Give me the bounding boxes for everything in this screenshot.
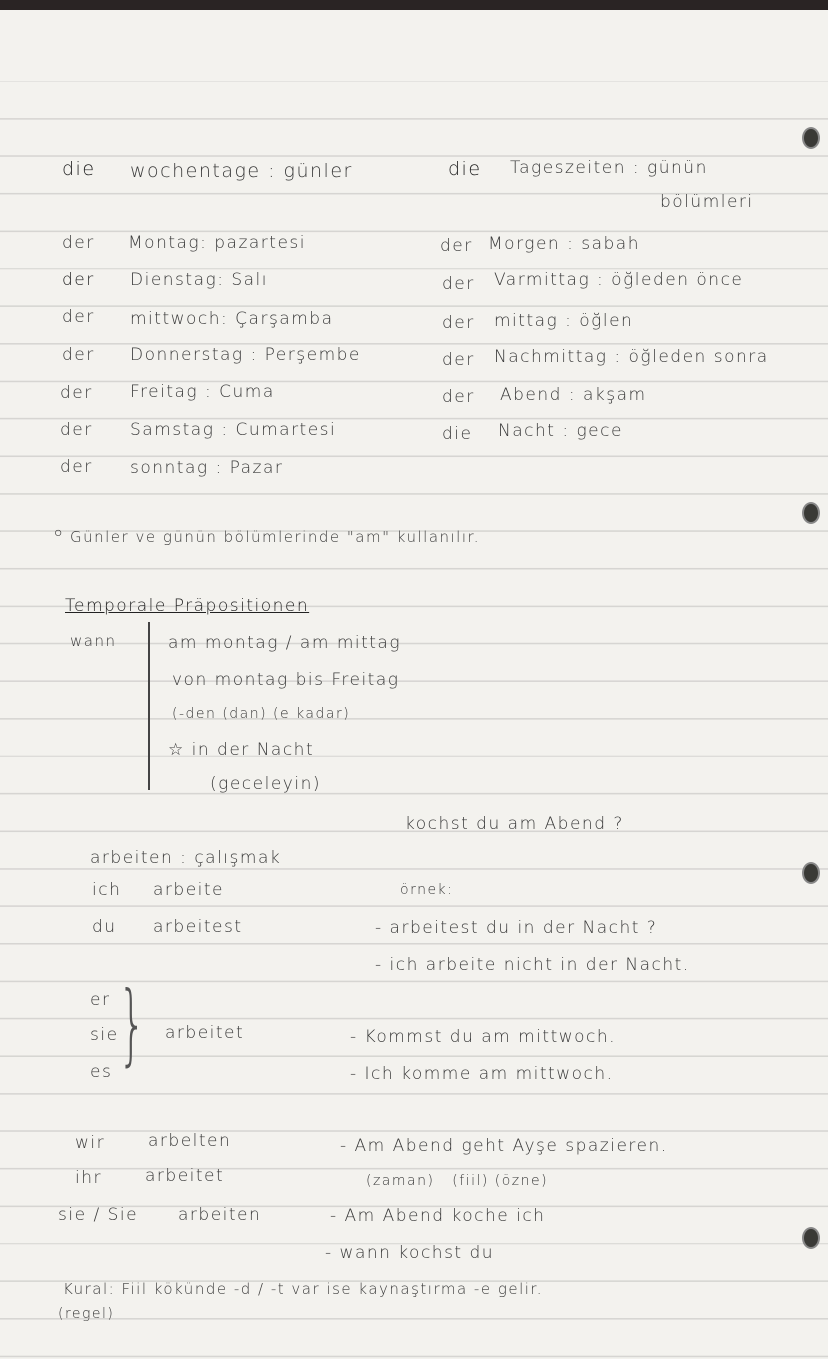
time-word: Nacht : gece bbox=[498, 421, 623, 441]
time-word: Morgen : sabah bbox=[488, 234, 640, 254]
time-article: der bbox=[442, 387, 475, 407]
day-article: der bbox=[60, 457, 93, 477]
day-word: Dienstag: Salı bbox=[130, 270, 268, 290]
conjugation-title: arbeiten : çalışmak bbox=[90, 848, 282, 868]
pronoun: sie bbox=[90, 1025, 119, 1045]
verb-form: arbelten bbox=[148, 1131, 232, 1151]
preposition-line: (-den (dan) (e kadar) bbox=[172, 706, 351, 722]
day-article: der bbox=[62, 345, 95, 365]
pronoun: er bbox=[90, 990, 111, 1010]
header-right-article: die bbox=[448, 158, 482, 180]
verb-form: arbeiten bbox=[178, 1205, 262, 1225]
pronoun: sie / Sie bbox=[58, 1205, 139, 1225]
pronoun: du bbox=[92, 917, 117, 937]
binder-hole-icon bbox=[802, 502, 820, 524]
preposition-line: (geceleyin) bbox=[210, 774, 321, 794]
question-example: kochst du am Abend ? bbox=[405, 814, 624, 834]
time-word: Varmittag : öğleden önce bbox=[494, 270, 744, 290]
verb-form: arbeitet bbox=[165, 1023, 245, 1043]
time-word: Abend : akşam bbox=[500, 385, 647, 405]
divider-line bbox=[148, 622, 150, 790]
example-line: (zaman) (fiil) (özne) bbox=[366, 1173, 549, 1189]
verb-form: arbeitet bbox=[145, 1166, 225, 1186]
header-left-title: wochentage : günler bbox=[130, 160, 353, 182]
preposition-line: am montag / am mittag bbox=[168, 633, 402, 653]
header-right-title: Tageszeiten : günün bbox=[510, 158, 708, 178]
prepositions-question: wann bbox=[70, 632, 117, 650]
day-word: sonntag : Pazar bbox=[130, 458, 284, 478]
verb-form: arbeite bbox=[153, 880, 225, 900]
day-article: der bbox=[62, 307, 95, 327]
rule-note: (regel) bbox=[58, 1306, 115, 1322]
page-top-margin bbox=[0, 10, 828, 70]
bullet-icon: ○ bbox=[54, 525, 64, 541]
brace-icon: } bbox=[118, 972, 146, 1075]
day-word: Donnerstag : Perşembe bbox=[130, 345, 361, 365]
binder-hole-icon bbox=[802, 862, 820, 884]
time-article: der bbox=[442, 313, 475, 333]
example-line: - wann kochst du bbox=[325, 1243, 495, 1263]
header-right-title-cont: bölümleri bbox=[660, 192, 754, 212]
pronoun: es bbox=[90, 1062, 113, 1082]
pronoun: ihr bbox=[75, 1168, 102, 1188]
day-article: der bbox=[62, 270, 95, 290]
time-article: der bbox=[440, 236, 473, 256]
day-word: mittwoch: Çarşamba bbox=[130, 309, 334, 329]
rule-text: Kural: Fiil kökünde -d / -t var ise kaynaştırma -e gelir. bbox=[63, 1280, 543, 1298]
bullet-note: Günler ve günün bölümlerinde "am" kullanılır. bbox=[70, 528, 481, 546]
binder-hole-icon bbox=[802, 127, 820, 149]
day-article: der bbox=[62, 233, 95, 253]
day-word: Samstag : Cumartesi bbox=[130, 420, 337, 440]
example-line: - Am Abend geht Ayşe spazieren. bbox=[340, 1136, 668, 1156]
time-article: der bbox=[442, 274, 475, 294]
verb-form: arbeitest bbox=[153, 917, 243, 937]
time-word: mittag : öğlen bbox=[494, 311, 634, 331]
day-word: Montag: pazartesi bbox=[128, 233, 307, 253]
examples-label: örnek: bbox=[400, 882, 454, 898]
example-line: - Ich komme am mittwoch. bbox=[350, 1064, 614, 1084]
time-article: der bbox=[442, 350, 475, 370]
example-line: - ich arbeite nicht in der Nacht. bbox=[375, 955, 690, 975]
example-line: - Am Abend koche ich bbox=[330, 1206, 546, 1226]
day-article: der bbox=[60, 383, 93, 403]
binder-hole-icon bbox=[802, 1227, 820, 1249]
header-left-article: die bbox=[62, 158, 96, 180]
prepositions-title: Temporale Präpositionen bbox=[65, 596, 310, 616]
preposition-line: ☆ in der Nacht bbox=[168, 740, 315, 760]
example-line: - Kommst du am mittwoch. bbox=[350, 1027, 617, 1047]
day-word: Freitag : Cuma bbox=[130, 382, 275, 402]
example-line: - arbeitest du in der Nacht ? bbox=[375, 918, 658, 938]
preposition-line: von montag bis Freitag bbox=[172, 670, 400, 690]
time-word: Nachmittag : öğleden sonra bbox=[494, 347, 769, 367]
pronoun: wir bbox=[75, 1133, 106, 1153]
time-article: die bbox=[442, 424, 473, 444]
pronoun: ich bbox=[92, 880, 122, 900]
notebook-page bbox=[0, 10, 828, 1359]
day-article: der bbox=[60, 420, 93, 440]
